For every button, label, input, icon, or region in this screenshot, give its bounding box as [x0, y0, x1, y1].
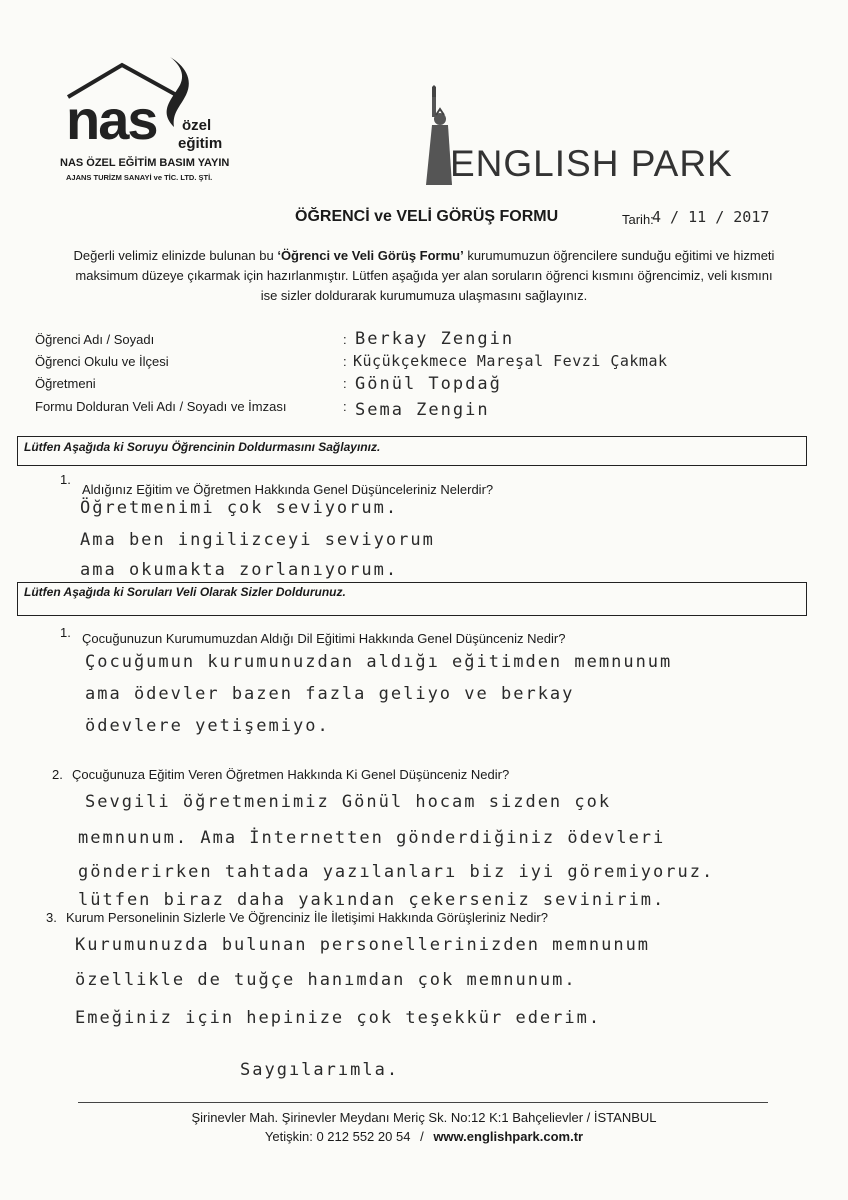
footer-rule: [78, 1102, 768, 1103]
intro-suffix: kurumumuzun öğrencilere sunduğu eğitimi ve hizmeti: [463, 248, 775, 263]
section-parent-banner: Lütfen Aşağıda ki Soruları Veli Olarak Sizler Doldurunuz.: [17, 582, 807, 616]
p1-number: 1.: [60, 625, 71, 640]
q1-question: Aldığınız Eğitim ve Öğretmen Hakkında Genel Düşünceleriniz Nelerdir?: [82, 482, 494, 497]
footer-phone: Yetişkin: 0 212 552 20 54: [264, 1129, 411, 1144]
intro-form-name: ‘Öğrenci ve Veli Görüş Formu’: [277, 248, 464, 263]
field-label-school: Öğrenci Okulu ve İlçesi: [35, 354, 169, 369]
form-title: ÖĞRENCİ ve VELİ GÖRÜŞ FORMU: [295, 208, 559, 225]
q1-number: 1.: [60, 472, 71, 487]
intro-line-3: ise sizler doldurarak kurumumuza ulaşmasını sağlayınız.: [260, 288, 588, 303]
p3-number: 3.: [46, 910, 57, 925]
p3-answer-line: özellikle de tuğçe hanımdan çok memnunum.: [75, 970, 577, 990]
date-label: Tarih:: [622, 212, 654, 227]
field-colon: :: [343, 376, 347, 391]
field-value-teacher: Gönül Topdağ: [355, 374, 502, 394]
english-park-logo: [418, 85, 758, 195]
footer-separator: /: [420, 1129, 424, 1144]
field-colon: :: [343, 399, 347, 414]
intro-line-2: maksimum düzeye çıkarmak için hazırlanmıştır. Lütfen aşağıda yer alan soruların öğrenci kısmını öğrencimiz, veli kısmını: [75, 268, 773, 283]
field-value-parent: Sema Zengin: [355, 400, 490, 420]
nas-logo: [62, 55, 242, 185]
field-colon: :: [343, 332, 347, 347]
field-label-teacher: Öğretmeni: [35, 376, 96, 391]
nas-company-name: NAS ÖZEL EĞİTİM BASIM YAYIN: [60, 157, 230, 169]
english-park-text: ENGLISH PARK: [450, 143, 733, 184]
footer-address: Şirinevler Mah. Şirinevler Meydanı Meriç Sk. No:12 K:1 Bahçelievler / İSTANBUL: [191, 1110, 657, 1125]
p3-answer-line: Emeğiniz için hepinize çok teşekkür ederim.: [75, 1008, 602, 1028]
field-label-student-name: Öğrenci Adı / Soyadı: [35, 332, 155, 347]
field-label-parent: Formu Dolduran Veli Adı / Soyadı ve İmzası: [35, 399, 287, 414]
q1-answer-line: ama okumakta zorlanıyorum.: [80, 560, 399, 580]
nas-mark: nas: [66, 88, 157, 151]
p1-answer-line: ama ödevler bazen fazla geliyo ve berkay: [85, 684, 575, 704]
q1-answer-line: Öğretmenimi çok seviyorum.: [80, 498, 399, 518]
p1-question: Çocuğunuzun Kurumumuzdan Aldığı Dil Eğitimi Hakkında Genel Düşünceniz Nedir?: [82, 631, 566, 646]
field-value-student-name: Berkay Zengin: [355, 329, 515, 349]
p3-answer-line: Saygılarımla.: [240, 1060, 400, 1080]
p2-question: Çocuğunuza Eğitim Veren Öğretmen Hakkında Ki Genel Düşünceniz Nedir?: [72, 767, 510, 782]
p1-answer-line: Çocuğumun kurumunuzdan aldığı eğitimden memnunum: [85, 652, 673, 672]
p2-answer-line: memnunum. Ama İnternetten gönderdiğiniz ödevleri: [78, 828, 666, 848]
nas-company-sub: AJANS TURİZM SANAYİ ve TİC. LTD. ŞTİ.: [66, 173, 213, 182]
field-colon: :: [343, 354, 347, 369]
p3-question: Kurum Personelinin Sizlerle Ve Öğrenciniz İle İletişimi Hakkında Görüşleriniz Nedir?: [66, 910, 548, 925]
footer-website[interactable]: www.englishpark.com.tr: [433, 1129, 584, 1144]
p2-answer-line: Sevgili öğretmenimiz Gönül hocam sizden çok: [85, 792, 612, 812]
field-value-school: Küçükçekmece Mareşal Fevzi Çakmak: [353, 352, 668, 370]
p2-answer-line: lütfen biraz daha yakından çekerseniz sevinirim.: [78, 890, 666, 910]
p1-answer-line: ödevlere yetişemiyo.: [85, 716, 330, 736]
intro-prefix: Değerli velimiz elinizde bulunan bu: [73, 248, 278, 263]
date-value: 4 / 11 / 2017: [652, 208, 770, 226]
footer-contact: [0, 1129, 848, 1144]
p2-answer-line: gönderirken tahtada yazılanları biz iyi göremiyoruz.: [78, 862, 715, 882]
nas-ozel: özel: [182, 117, 212, 134]
p2-number: 2.: [52, 767, 63, 782]
intro-line-1: [20, 246, 828, 266]
nas-egitim: eğitim: [178, 135, 223, 152]
intro-paragraph: [20, 246, 828, 306]
p3-answer-line: Kurumunuzda bulunan personellerinizden memnunum: [75, 935, 651, 955]
q1-answer-line: Ama ben ingilizceyi seviyorum: [80, 530, 435, 550]
section-student-banner: Lütfen Aşağıda ki Soruyu Öğrencinin Doldurmasını Sağlayınız.: [17, 436, 807, 466]
